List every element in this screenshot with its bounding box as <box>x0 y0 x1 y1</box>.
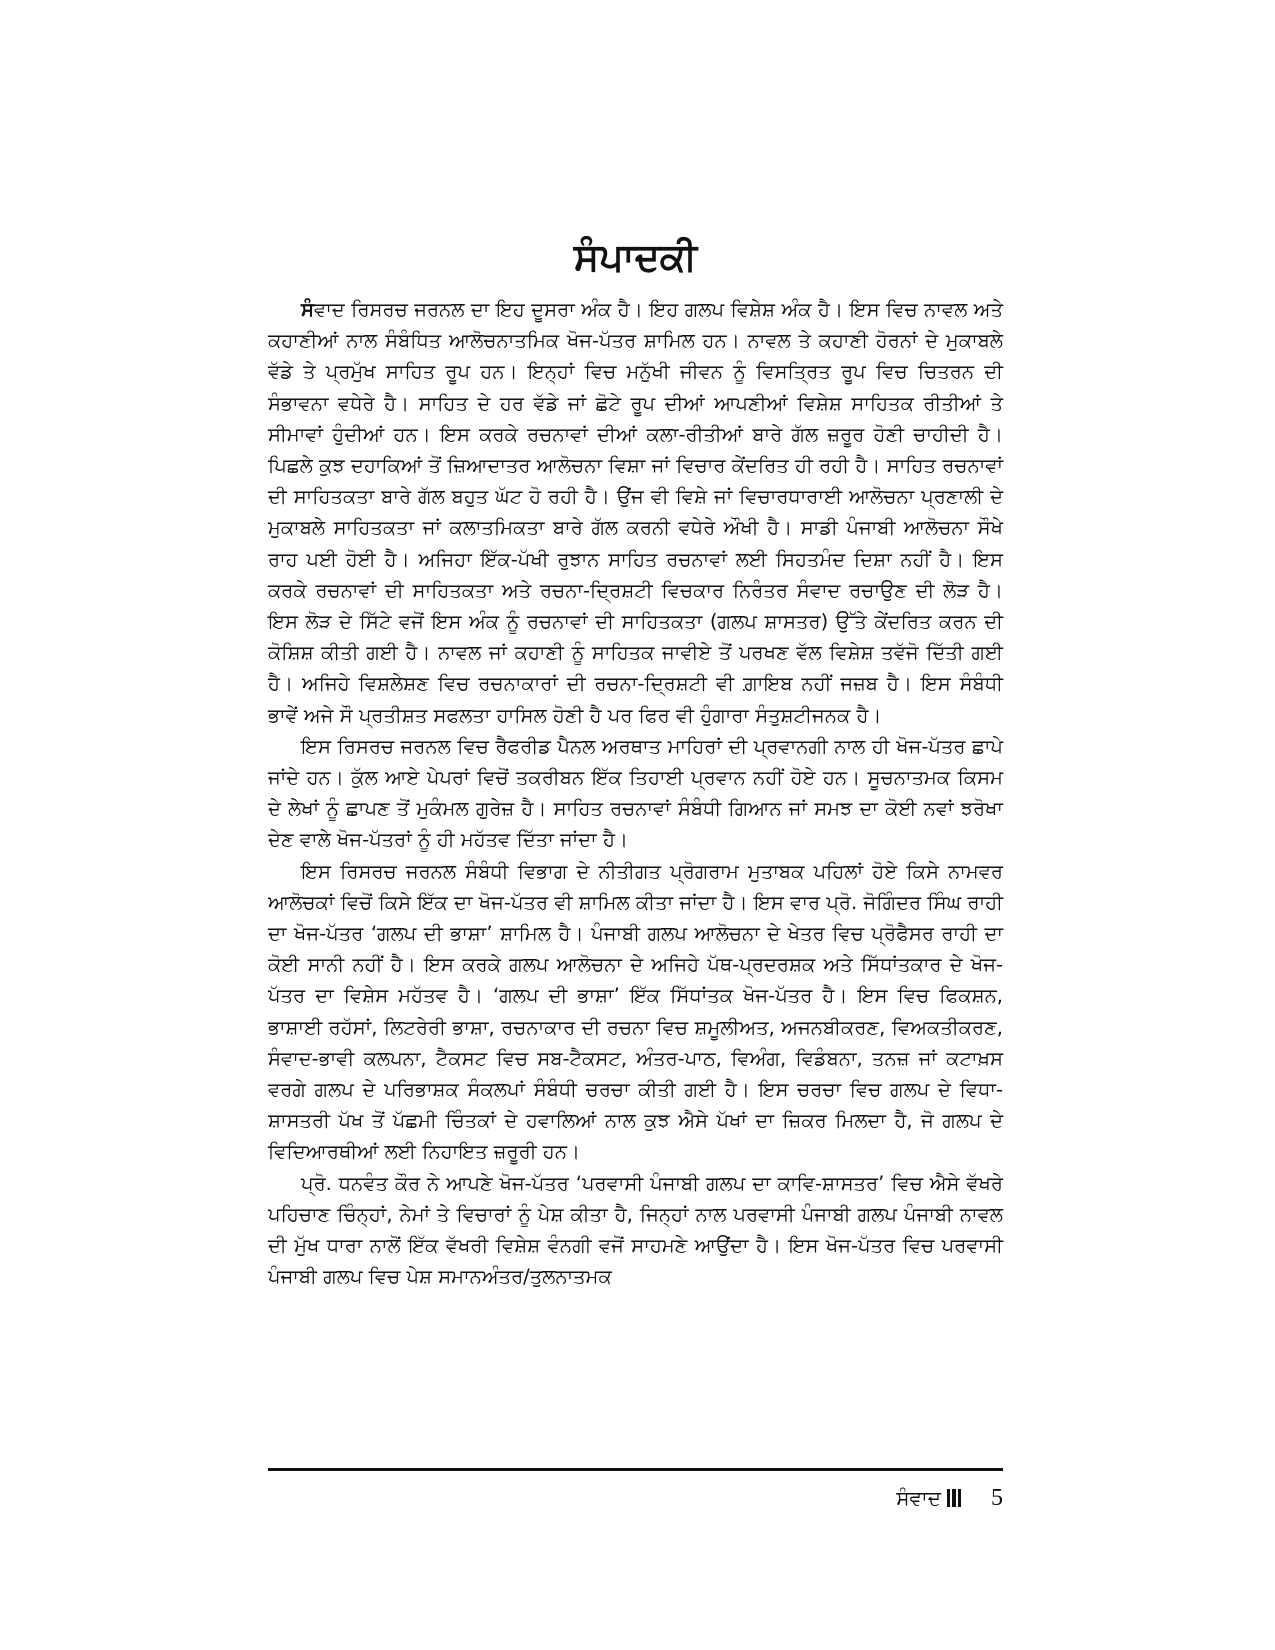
page-footer <box>896 1482 1003 1514</box>
footer-journal-name: ਸੰਵਾਦ <box>896 1486 941 1510</box>
paragraph-text: ਇਸ ਰਿਸਰਚ ਜਰਨਲ ਵਿਚ ਰੈਫਰੀਡ ਪੈਨਲ ਅਰਥਾਤ ਮਾਹਿਰਾਂ ਦੀ ਪ੍ਰਵਾਨਗੀ ਨਾਲ ਹੀ ਖੋਜ-ਪੱਤਰ ਛਾਪੇ ਜਾਂਦੇ ਹਨ। ਕੁੱਲ ਆਏ ਪੇਪਰਾਂ ਵਿਚੋਂ ਤਕਰੀਬਨ ਇੱਕ ਤਿਹਾਈ ਪ੍ਰਵਾਨ ਨਹੀਂ ਹੋਏ ਹਨ। ਸੂਚਨਾਤਮਕ ਕਿਸਮ ਦੇ ਲੇਖਾਂ ਨੂੰ ਛਾਪਣ ਤੋਂ ਮੁਕੰਮਲ ਗੁਰੇਜ਼ ਹੈ। ਸਾਹਿਤ ਰਚਨਾਵਾਂ ਸੰਬੰਧੀ ਗਿਆਨ ਜਾਂ ਸਮਝ ਦਾ ਕੋਈ ਨਵਾਂ ਝਰੋਖਾ ਦੇਣ ਵਾਲੇ ਖੋਜ-ਪੱਤਰਾਂ ਨੂੰ ਹੀ ਮਹੱਤਵ ਦਿੱਤਾ ਜਾਂਦਾ ਹੈ। <box>268 734 1003 852</box>
page-title: ਸੰਪਾਦਕੀ <box>573 235 698 279</box>
paragraph-2 <box>268 731 1003 856</box>
paragraph-text: ਪ੍ਰੋ. ਧਨਵੰਤ ਕੌਰ ਨੇ ਆਪਣੇ ਖੋਜ-ਪੱਤਰ ‘ਪਰਵਾਸੀ ਪੰਜਾਬੀ ਗਲਪ ਦਾ ਕਾਵਿ-ਸ਼ਾਸਤਰ’ ਵਿਚ ਐਸੇ ਵੱਖਰੇ ਪਹਿਚਾਣ ਚਿੰਨ੍ਹਾਂ, ਨੇਮਾਂ ਤੇ ਵਿਚਾਰਾਂ ਨੂੰ ਪੇਸ਼ ਕੀਤਾ ਹੈ, ਜਿਨ੍ਹਾਂ ਨਾਲ ਪਰਵਾਸੀ ਪੰਜਾਬੀ ਗਲਪ ਪੰਜਾਬੀ ਨਾਵਲ ਦੀ ਮੁੱਖ ਧਾਰਾ ਨਾਲੋਂ ਇੱਕ ਵੱਖਰੀ ਵਿਸ਼ੇਸ਼ ਵੰਨਗੀ ਵਜੋਂ ਸਾਹਮਣੇ ਆਉਂਦਾ ਹੈ। ਇਸ ਖੋਜ-ਪੱਤਰ ਵਿਚ ਪਰਵਾਸੀ ਪੰਜਾਬੀ ਗਲਪ ਵਿਚ ਪੇਸ਼ ਸਮਾਨਅੰਤਰ/ਤੁਲਨਾਤਮਕ <box>268 1171 1003 1289</box>
paragraph-lead: ਸੰ <box>301 298 314 321</box>
editorial-body <box>268 294 1003 1293</box>
paragraph-text: ਵਾਦ ਰਿਸਰਚ ਜਰਨਲ ਦਾ ਇਹ ਦੂਸਰਾ ਅੰਕ ਹੈ। ਇਹ ਗਲਪ ਵਿਸ਼ੇਸ਼ ਅੰਕ ਹੈ। ਇਸ ਵਿਚ ਨਾਵਲ ਅਤੇ ਕਹਾਣੀਆਂ ਨਾਲ ਸੰਬੰਧਿਤ ਆਲੋਚਨਾਤਮਿਕ ਖੋਜ-ਪੱਤਰ ਸ਼ਾਮਿਲ ਹਨ। ਨਾਵਲ ਤੇ ਕਹਾਣੀ ਹੋਰਨਾਂ ਦੇ ਮੁਕਾਬਲੇ ਵੱਡੇ ਤੇ ਪ੍ਰਮੁੱਖ ਸਾਹਿਤ ਰੂਪ ਹਨ। ਇਨ੍ਹਾਂ ਵਿਚ ਮਨੁੱਖੀ ਜੀਵਨ ਨੂੰ ਵਿਸਤ੍ਰਿਤ ਰੂਪ ਵਿਚ ਚਿਤਰਨ ਦੀ ਸੰਭਾਵਨਾ ਵਧੇਰੇ ਹੈ। ਸਾਹਿਤ ਦੇ ਹਰ ਵੱਡੇ ਜਾਂ ਛੋਟੇ ਰੂਪ ਦੀਆਂ ਆਪਣੀਆਂ ਵਿਸ਼ੇਸ਼ ਸਾਹਿਤਕ ਰੀਤੀਆਂ ਤੇ ਸੀਮਾਵਾਂ ਹੁੰਦੀਆਂ ਹਨ। ਇਸ ਕਰਕੇ ਰਚਨਾਵਾਂ ਦੀਆਂ ਕਲਾ-ਰੀਤੀਆਂ ਬਾਰੇ ਗੱਲ ਜ਼ਰੂਰ ਹੋਣੀ ਚਾਹੀਦੀ ਹੈ। ਪਿਛਲੇ ਕੁਝ ਦਹਾਕਿਆਂ ਤੋਂ ਜ਼ਿਆਦਾਤਰ ਆਲੋਚਨਾ ਵਿਸ਼ਾ ਜਾਂ ਵਿਚਾਰ ਕੇਂਦਰਿਤ ਹੀ ਰਹੀ ਹੈ। ਸਾਹਿਤ ਰਚਨਾਵਾਂ ਦੀ ਸਾਹਿਤਕਤਾ ਬਾਰੇ ਗੱਲ ਬਹੁਤ ਘੱਟ ਹੋ ਰਹੀ ਹੈ। ਉਂਜ ਵੀ ਵਿਸ਼ੇ ਜਾਂ ਵਿਚਾਰਧਾਰਾਈ ਆਲੋਚਨਾ ਪ੍ਰਣਾਲੀ ਦੇ ਮੁਕਾਬਲੇ ਸਾਹਿਤਕਤਾ ਜਾਂ ਕਲਾਤਮਿਕਤਾ ਬਾਰੇ ਗੱਲ ਕਰਨੀ ਵਧੇਰੇ ਔਖੀ ਹੈ। ਸਾਡੀ ਪੰਜਾਬੀ ਆਲੋਚਨਾ ਸੌਖੇ ਰਾਹ ਪਈ ਹੋਈ ਹੈ। ਅਜਿਹਾ ਇੱਕ-ਪੱਖੀ ਰੁਝਾਨ ਸਾਹਿਤ ਰਚਨਾਵਾਂ ਲਈ ਸਿਹਤਮੰਦ ਦਿਸ਼ਾ ਨਹੀਂ ਹੈ। ਇਸ ਕਰਕੇ ਰਚਨਾਵਾਂ ਦੀ ਸਾਹਿਤਕਤਾ ਅਤੇ ਰਚਨਾ-ਦ੍ਰਿਸ਼ਟੀ ਵਿਚਕਾਰ ਨਿਰੰਤਰ ਸੰਵਾਦ ਰਚਾਉਣ ਦੀ ਲੋੜ ਹੈ। ਇਸ ਲੋੜ ਦੇ ਸਿੱਟੇ ਵਜੋਂ ਇਸ ਅੰਕ ਨੂੰ ਰਚਨਾਵਾਂ ਦੀ ਸਾਹਿਤਕਤਾ (ਗਲਪ ਸ਼ਾਸਤਰ) ਉੱਤੇ ਕੇਂਦਰਿਤ ਕਰਨ ਦੀ ਕੋਸ਼ਿਸ਼ ਕੀਤੀ ਗਈ ਹੈ। ਨਾਵਲ ਜਾਂ ਕਹਾਣੀ ਨੂੰ ਸਾਹਿਤਕ ਜਾਵੀਏ ਤੋਂ ਪਰਖਣ ਵੱਲ ਵਿਸ਼ੇਸ਼ ਤਵੱਜੋ ਦਿੱਤੀ ਗਈ ਹੈ। ਅਜਿਹੇ ਵਿਸ਼ਲੇਸ਼ਣ ਵਿਚ ਰਚਨਾਕਾਰਾਂ ਦੀ ਰਚਨਾ-ਦ੍ਰਿਸ਼ਟੀ ਵੀ ਗ਼ਾਇਬ ਨਹੀਂ ਜਜ਼ਬ ਹੈ। ਇਸ ਸੰਬੰਧੀ ਭਾਵੇਂ ਅਜੇ ਸੌ ਪ੍ਰਤੀਸ਼ਤ ਸਫਲਤਾ ਹਾਸਿਲ ਹੋਣੀ ਹੈ ਪਰ ਫਿਰ ਵੀ ਹੁੰਗਾਰਾ ਸੰਤੁਸ਼ਟੀਜਨਕ ਹੈ। <box>268 298 1003 727</box>
three-bars-icon <box>947 1489 963 1507</box>
paragraph-4 <box>268 1168 1003 1293</box>
page-number: 5 <box>991 1484 1003 1511</box>
paragraph-text: ਇਸ ਰਿਸਰਚ ਜਰਨਲ ਸੰਬੰਧੀ ਵਿਭਾਗ ਦੇ ਨੀਤੀਗਤ ਪ੍ਰੋਗਰਾਮ ਮੁਤਾਬਕ ਪਹਿਲਾਂ ਹੋਏ ਕਿਸੇ ਨਾਮਵਰ ਆਲੋਚਕਾਂ ਵਿਚੋਂ ਕਿਸੇ ਇੱਕ ਦਾ ਖੋਜ-ਪੱਤਰ ਵੀ ਸ਼ਾਮਿਲ ਕੀਤਾ ਜਾਂਦਾ ਹੈ। ਇਸ ਵਾਰ ਪ੍ਰੋ. ਜੋਗਿੰਦਰ ਸਿੰਘ ਰਾਹੀ ਦਾ ਖੋਜ-ਪੱਤਰ ‘ਗਲਪ ਦੀ ਭਾਸ਼ਾ’ ਸ਼ਾਮਿਲ ਹੈ। ਪੰਜਾਬੀ ਗਲਪ ਆਲੋਚਨਾ ਦੇ ਖੇਤਰ ਵਿਚ ਪ੍ਰੋਫੈਸਰ ਰਾਹੀ ਦਾ ਕੋਈ ਸਾਨੀ ਨਹੀਂ ਹੈ। ਇਸ ਕਰਕੇ ਗਲਪ ਆਲੋਚਨਾ ਦੇ ਅਜਿਹੇ ਪੱਥ-ਪ੍ਰਦਰਸ਼ਕ ਅਤੇ ਸਿੱਧਾਂਤਕਾਰ ਦੇ ਖੋਜ-ਪੱਤਰ ਦਾ ਵਿਸ਼ੇਸ ਮਹੱਤਵ ਹੈ। ‘ਗਲਪ ਦੀ ਭਾਸ਼ਾ’ ਇੱਕ ਸਿੱਧਾਂਤਕ ਖੋਜ-ਪੱਤਰ ਹੈ। ਇਸ ਵਿਚ ਫਿਕਸ਼ਨ, ਭਾਸ਼ਾਈ ਰਹੱਸਾਂ, ਲਿਟਰੇਰੀ ਭਾਸ਼ਾ, ਰਚਨਾਕਾਰ ਦੀ ਰਚਨਾ ਵਿਚ ਸ਼ਮੂਲੀਅਤ, ਅਜਨਬੀਕਰਣ, ਵਿਅਕਤੀਕਰਣ, ਸੰਵਾਦ-ਭਾਵੀ ਕਲਪਨਾ, ਟੈਕਸਟ ਵਿਚ ਸਬ-ਟੈਕਸਟ, ਅੰਤਰ-ਪਾਠ, ਵਿਅੰਗ, ਵਿਡੰਬਨਾ, ਤਨਜ਼ ਜਾਂ ਕਟਾਖ਼ਸ ਵਰਗੇ ਗਲਪ ਦੇ ਪਰਿਭਾਸ਼ਕ ਸੰਕਲਪਾਂ ਸੰਬੰਧੀ ਚਰਚਾ ਕੀਤੀ ਗਈ ਹੈ। ਇਸ ਚਰਚਾ ਵਿਚ ਗਲਪ ਦੇ ਵਿਧਾ-ਸ਼ਾਸਤਰੀ ਪੱਖ ਤੋਂ ਪੱਛਮੀ ਚਿੰਤਕਾਂ ਦੇ ਹਵਾਲਿਆਂ ਨਾਲ ਕੁਝ ਐਸੇ ਪੱਖਾਂ ਦਾ ਜ਼ਿਕਰ ਮਿਲਦਾ ਹੈ, ਜੋ ਗਲਪ ਦੇ ਵਿਦਿਆਰਥੀਆਂ ਲਈ ਨਿਹਾਇਤ ਜ਼ਰੂਰੀ ਹਨ। <box>268 859 1003 1164</box>
paragraph-3 <box>268 856 1003 1168</box>
paragraph-1 <box>268 294 1003 731</box>
footer-divider <box>268 1468 1003 1471</box>
